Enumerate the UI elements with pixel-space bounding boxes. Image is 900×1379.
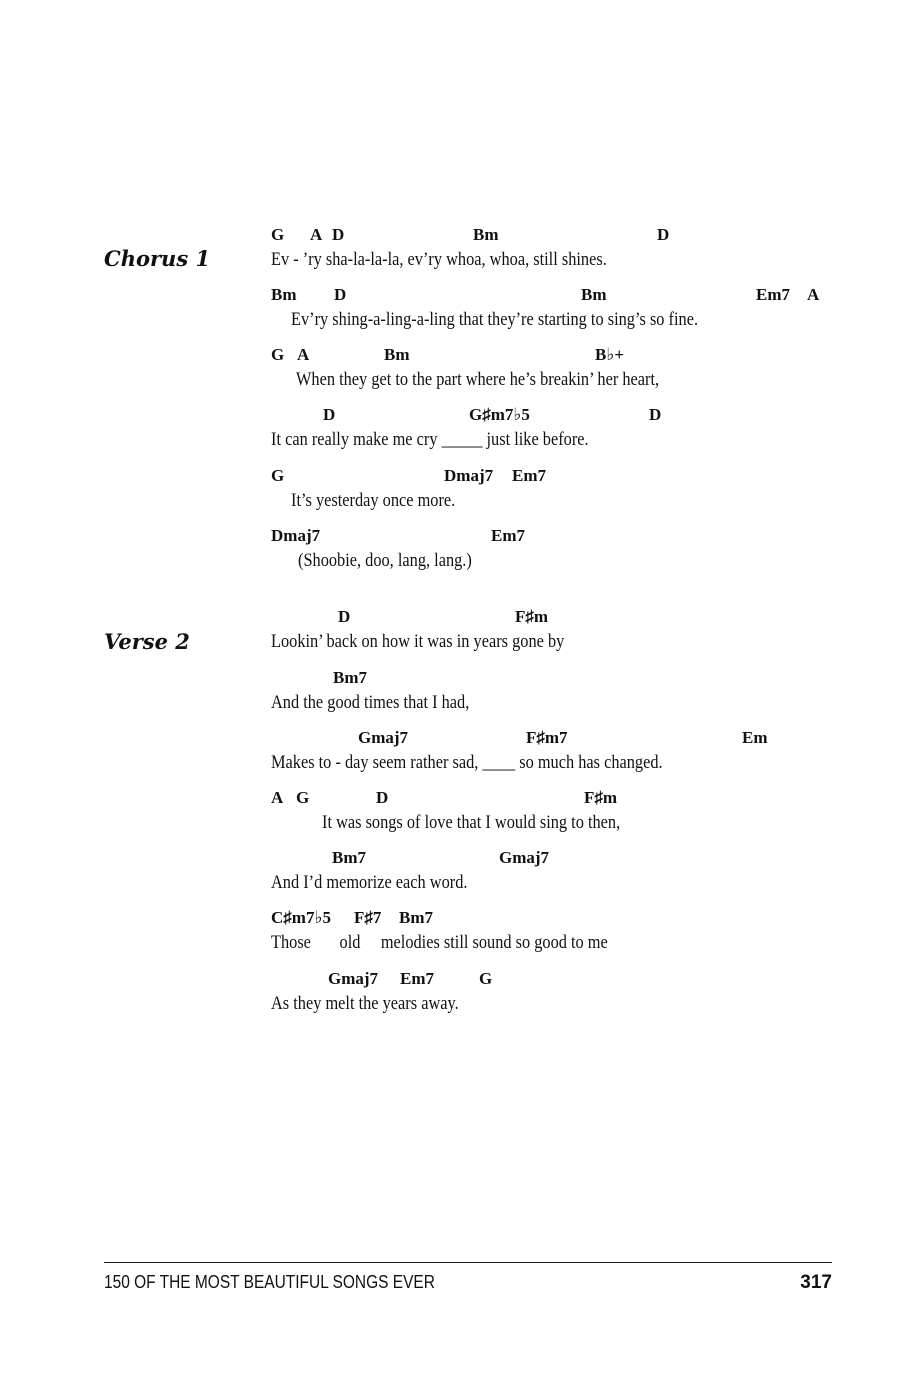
chord: D xyxy=(657,225,670,244)
chord: Gmaj7 xyxy=(499,848,550,867)
chord: F♯m xyxy=(515,607,549,626)
song-line xyxy=(271,345,871,405)
chord: A xyxy=(807,285,820,304)
chord: G xyxy=(479,969,493,988)
chord: Bm xyxy=(384,345,410,364)
chord-row xyxy=(271,466,871,488)
chord: C♯m7♭5 xyxy=(271,908,331,927)
lyric-line: Lookin’ back on how it was in years gone by xyxy=(271,631,565,652)
chord-row xyxy=(271,848,871,870)
chord: G xyxy=(271,225,285,244)
section-label-chorus: Chorus 1 xyxy=(104,246,211,271)
chord: D xyxy=(323,405,336,424)
song-line xyxy=(271,285,871,345)
song-line xyxy=(271,466,871,526)
lyric-line: It can really make me cry _____ just like before. xyxy=(271,429,589,450)
chord: G xyxy=(271,345,285,364)
chord: G♯m7♭5 xyxy=(469,405,530,424)
lyric-line: And the good times that I had, xyxy=(271,692,470,713)
chord: A xyxy=(297,345,310,364)
chord-row xyxy=(271,788,871,810)
lyric-line: Those old melodies still sound so good to me xyxy=(271,932,608,953)
chord-row xyxy=(271,908,871,930)
chord: Em7 xyxy=(491,526,525,545)
chord-row xyxy=(271,668,871,690)
chord: Em7 xyxy=(512,466,546,485)
chord: Em xyxy=(742,728,768,747)
chord: F♯m7 xyxy=(526,728,568,747)
chord-row xyxy=(271,345,871,367)
chord-row xyxy=(271,285,871,307)
chord: Bm7 xyxy=(332,848,366,867)
chord-row xyxy=(271,728,871,750)
chord: A xyxy=(310,225,323,244)
song-line xyxy=(271,728,871,788)
chord: G xyxy=(296,788,310,807)
lyric-line: (Shoobie, doo, lang, lang.) xyxy=(298,550,472,571)
chord: Gmaj7 xyxy=(358,728,409,747)
page-number: 317 xyxy=(800,1272,832,1293)
lyric-line: It was songs of love that I would sing to then, xyxy=(322,812,621,833)
chord: Dmaj7 xyxy=(271,526,321,545)
chord-row xyxy=(271,225,871,247)
footer-divider xyxy=(104,1262,832,1263)
song-line xyxy=(271,788,871,848)
lyric-line: When they get to the part where he’s breakin’ her heart, xyxy=(296,369,660,390)
song-line xyxy=(271,848,871,908)
chord: D xyxy=(334,285,347,304)
lyric-line: Makes to - day seem rather sad, ____ so much has changed. xyxy=(271,752,663,773)
chord: Bm7 xyxy=(333,668,367,687)
chord: Bm xyxy=(271,285,297,304)
song-line xyxy=(271,969,871,1029)
song-line xyxy=(271,405,871,465)
song-line xyxy=(271,908,871,968)
lyric-line: As they melt the years away. xyxy=(271,993,459,1014)
lyric-line: And I’d memorize each word. xyxy=(271,872,468,893)
section-label-verse: Verse 2 xyxy=(104,629,190,654)
chord: D xyxy=(332,225,345,244)
chord: Gmaj7 xyxy=(328,969,379,988)
chord: B♭+ xyxy=(595,345,625,364)
song-line xyxy=(271,526,871,586)
chord: F♯7 xyxy=(354,908,382,927)
chord: F♯m xyxy=(584,788,618,807)
lyric-line: It’s yesterday once more. xyxy=(291,490,456,511)
chord: D xyxy=(376,788,389,807)
lyric-line: Ev’ry shing-a-ling-a-ling that they’re starting to sing’s so fine. xyxy=(291,309,699,330)
book-title: 150 OF THE MOST BEAUTIFUL SONGS EVER xyxy=(104,1272,435,1292)
lyric-line: Ev - ’ry sha-la-la-la, ev’ry whoa, whoa, still shines. xyxy=(271,249,607,270)
chord: Bm xyxy=(473,225,499,244)
song-line xyxy=(271,607,871,667)
chord: Bm xyxy=(581,285,607,304)
chord: Em7 xyxy=(400,969,434,988)
chord: A xyxy=(271,788,284,807)
chord: G xyxy=(271,466,285,485)
chord-row xyxy=(271,405,871,427)
chord: D xyxy=(649,405,662,424)
chord-row xyxy=(271,526,871,548)
chord-row xyxy=(271,969,871,991)
chord: Em7 xyxy=(756,285,790,304)
chord: Bm7 xyxy=(399,908,433,927)
chord: Dmaj7 xyxy=(444,466,494,485)
song-line xyxy=(271,225,871,285)
chord-row xyxy=(271,607,871,629)
song-line xyxy=(271,668,871,728)
chord: D xyxy=(338,607,351,626)
